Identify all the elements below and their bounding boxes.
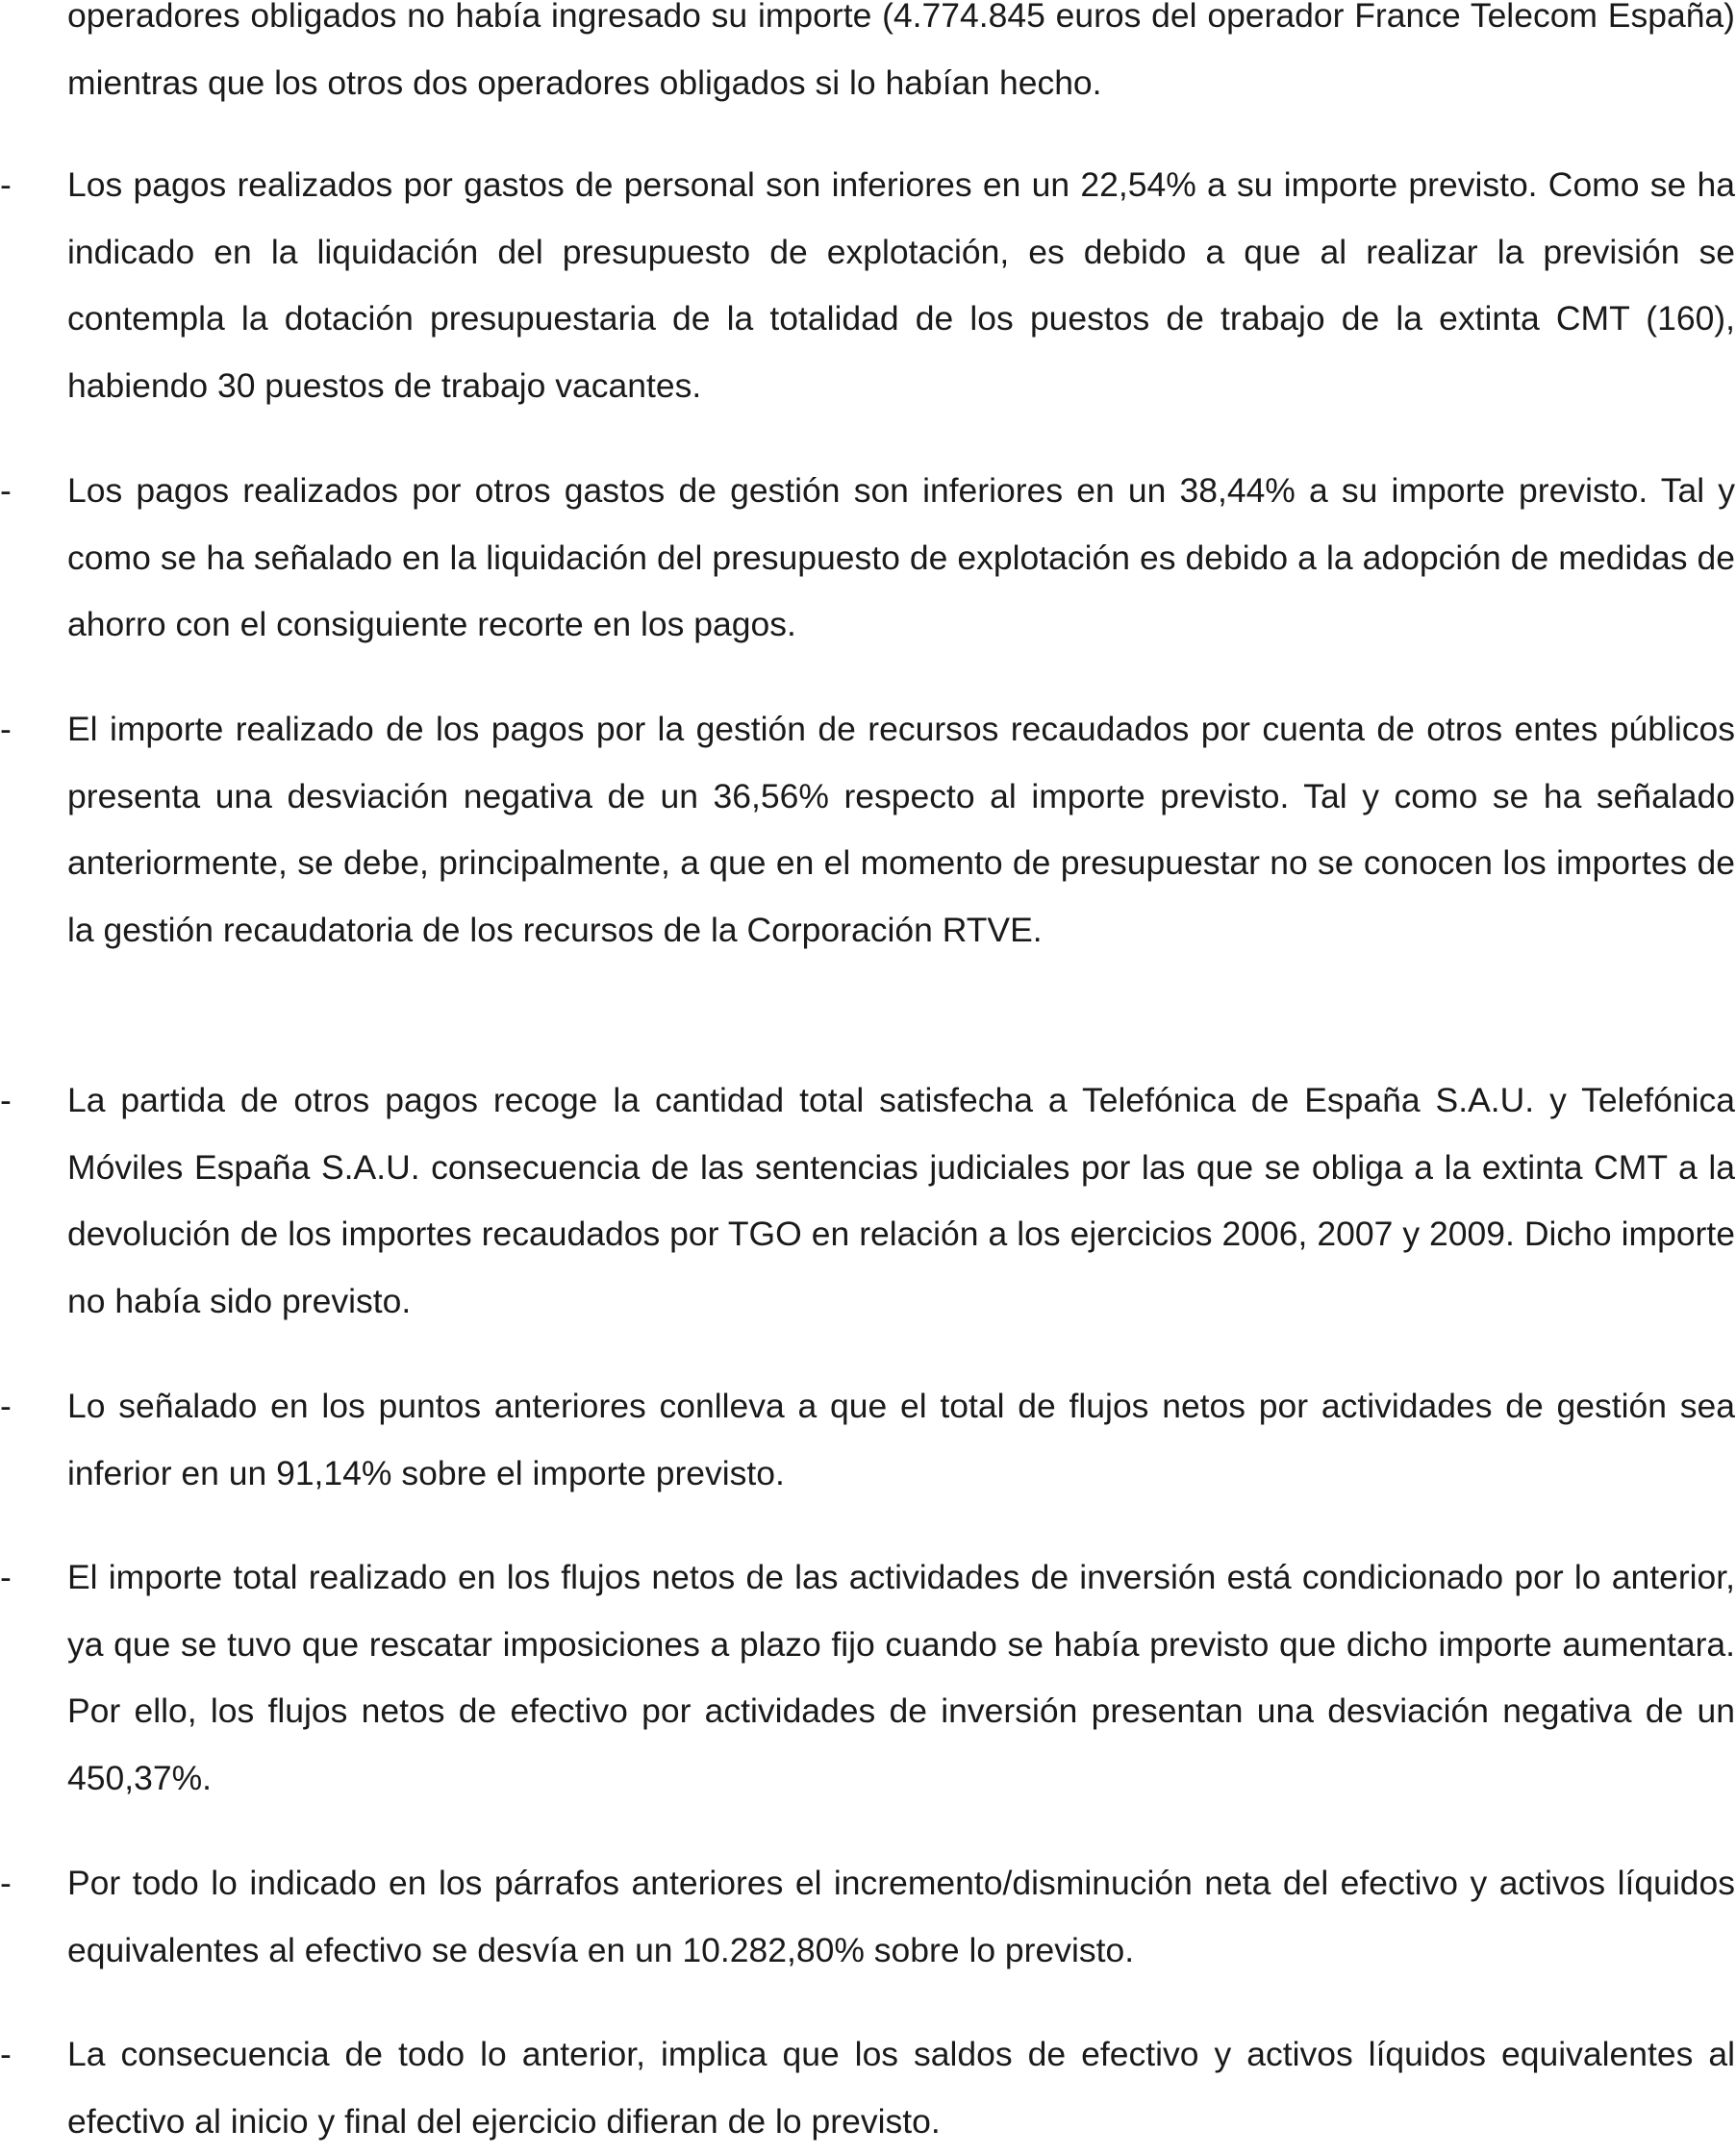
paragraph-personal-expenses: Los pagos realizados por gastos de personal son inferiores en un 22,54% a su importe previsto. Como se ha indicado en la liquidación del presupuesto de explotación, es debido a que al realizar la previsión se contempla la dotación presupuestaria de la totalidad de los puestos de trabajo de la extinta CMT (160), habiendo 30 puestos de trabajo vacantes. bbox=[67, 165, 1735, 405]
paragraph-management-expenses: Los pagos realizados por otros gastos de gestión son inferiores en un 38,44% a su importe previsto. Tal y como se ha señalado en la liquidación del presupuesto de explotación es debido a la adopción de medidas de ahorro con el consiguiente recorte en los pagos. bbox=[67, 471, 1735, 643]
bullet-dash: - bbox=[0, 1558, 12, 1596]
bullet-dash: - bbox=[0, 1081, 12, 1119]
paragraph-net-change-cash: Por todo lo indicado en los párrafos anteriores el incremento/disminución neta del efectivo y activos líquidos equivalentes al efectivo se desvía en un 10.282,80% sobre lo previsto. bbox=[67, 1864, 1735, 1969]
bullet-dash: - bbox=[0, 165, 12, 204]
paragraph-collected-resources: El importe realizado de los pagos por la gestión de recursos recaudados por cuenta de otros entes públicos presenta una desviación negativa de un 36,56% respecto al importe previsto. Tal y como se ha señalado anteriormente, se debe, principalmente, a que en el momento de presupuestar no se conocen los importes de la gestión recaudatoria de los recursos de la Corporación RTVE. bbox=[67, 710, 1735, 949]
paragraph-other-payments: La partida de otros pagos recoge la cantidad total satisfecha a Telefónica de España S.A.U. y Telefónica Móviles España S.A.U. consecuencia de las sentencias judiciales por las que se obliga a la extinta CMT a la devolución de los importes recaudados por TGO en relación a los ejercicios 2006, 2007 y 2009. Dicho importe no había sido previsto. bbox=[67, 1081, 1735, 1320]
paragraph-net-flows-management: Lo señalado en los puntos anteriores conlleva a que el total de flujos netos por actividades de gestión sea inferior en un 91,14% sobre el importe previsto. bbox=[67, 1387, 1735, 1492]
bullet-dash: - bbox=[0, 1864, 12, 1902]
bullet-dash: - bbox=[0, 2035, 12, 2073]
paragraph-investment-flows: El importe total realizado en los flujos netos de las actividades de inversión está condicionado por lo anterior, ya que se tuvo que rescatar imposiciones a plazo fijo cuando se había previsto que dicho importe aumentara. Por ello, los flujos netos de efectivo por actividades de inversión presentan una desviación negativa de un 450,37%. bbox=[67, 1558, 1735, 1797]
bullet-dash: - bbox=[0, 471, 12, 510]
paragraph-continuation: operadores obligados no había ingresado su importe (4.774.845 euros del operador France Telecom España) mientras que los otros dos operadores obligados si lo habían hecho. bbox=[67, 0, 1735, 102]
bullet-dash: - bbox=[0, 1387, 12, 1425]
bullet-dash: - bbox=[0, 710, 12, 748]
paragraph-conclusion: La consecuencia de todo lo anterior, implica que los saldos de efectivo y activos líquidos equivalentes al efectivo al inicio y final del ejercicio difieran de lo previsto. bbox=[67, 2035, 1735, 2141]
